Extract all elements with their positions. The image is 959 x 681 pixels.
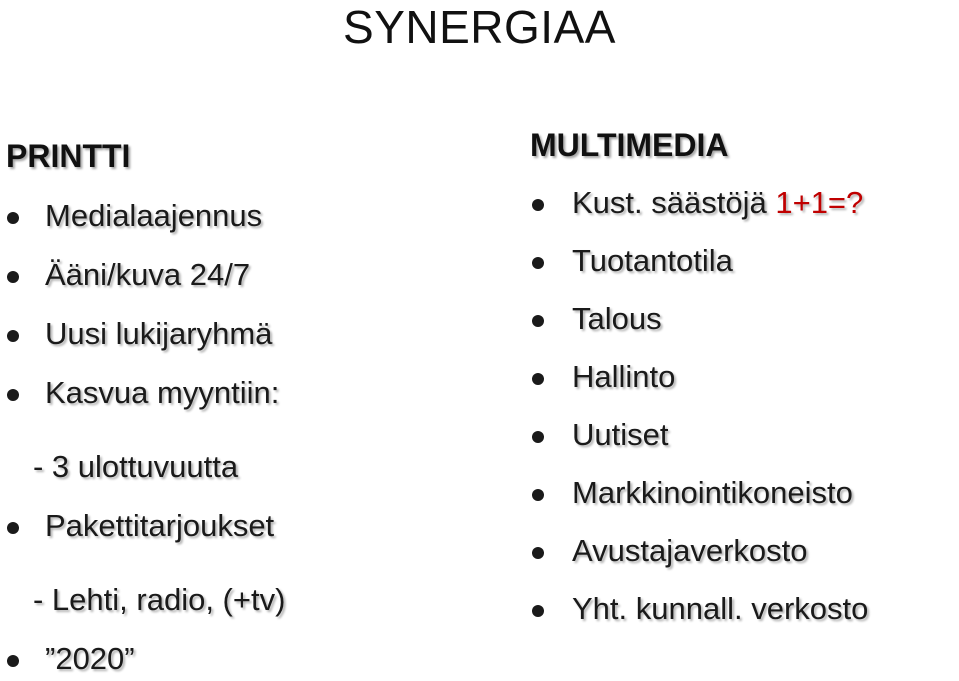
bullet-icon [7,522,19,534]
list-item: Uutiset [572,417,669,452]
list-item: Kasvua myyntiin: [45,375,280,410]
list-item: Uusi lukijaryhmä [45,316,273,351]
list-item: Tuotantotila [572,243,733,278]
list-item: Yht. kunnall. verkosto [572,591,869,626]
bullet-icon [7,330,19,342]
bullet-icon [532,373,544,385]
bullet-icon [532,315,544,327]
list-item: ”2020” [45,641,135,676]
bullet-icon [7,655,19,667]
right-column-heading: MULTIMEDIA [530,127,729,163]
bullet-icon [532,547,544,559]
highlight-text: 1+1=? [775,185,864,220]
bullet-icon [532,199,544,211]
slide-title: SYNERGIAA [343,1,616,53]
list-subitem: - Lehti, radio, (+tv) [33,582,286,617]
bullet-icon [532,257,544,269]
list-item-text: Kust. säästöjä [572,185,776,220]
bullet-icon [532,489,544,501]
list-item [572,185,863,221]
left-column-heading: PRINTTI [6,138,131,174]
bullet-icon [532,605,544,617]
list-item: Medialaajennus [45,198,263,233]
list-item: Talous [572,301,662,336]
bullet-icon [7,271,19,283]
list-item: Hallinto [572,359,676,394]
list-item: Ääni/kuva 24/7 [45,257,251,292]
bullet-icon [7,389,19,401]
list-item: Pakettitarjoukset [45,508,275,543]
list-item: Markkinointikoneisto [572,475,853,510]
list-item: Avustajaverkosto [572,533,808,568]
bullet-icon [7,212,19,224]
list-subitem: - 3 ulottuvuutta [33,449,239,484]
bullet-icon [532,431,544,443]
